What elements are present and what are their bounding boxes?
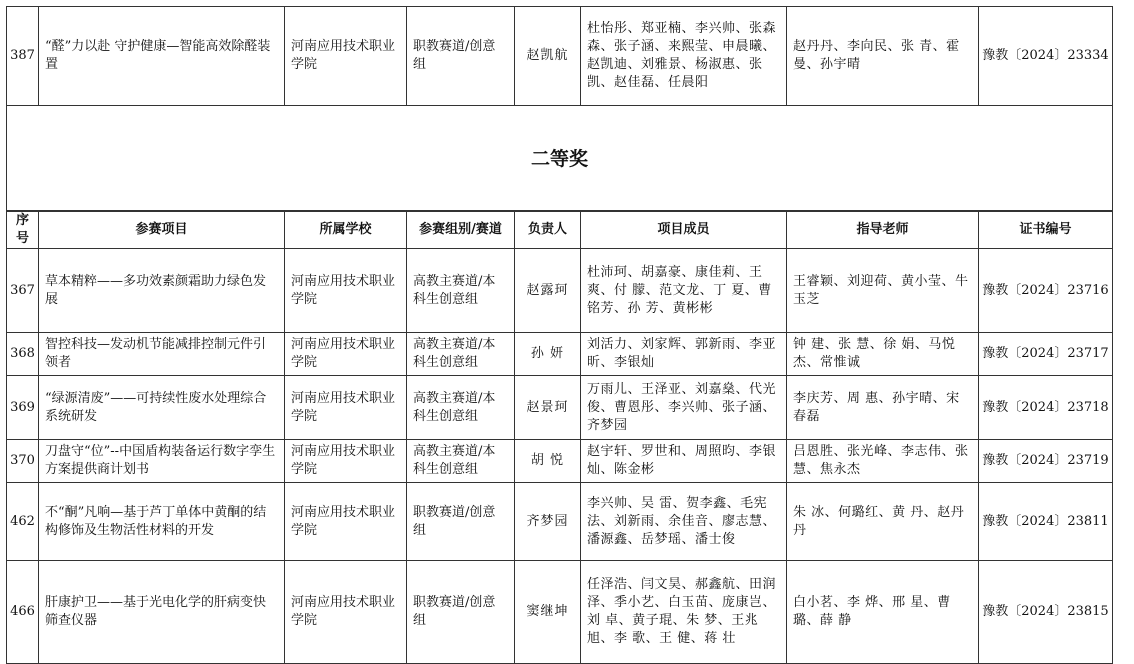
school-name: 河南应用技术职业学院 bbox=[285, 249, 407, 333]
header-advisors: 指导老师 bbox=[787, 212, 979, 249]
category: 高教主赛道/本科生创意组 bbox=[407, 333, 515, 376]
advisors: 白小茗、李 烨、邢 星、曹 璐、薛 静 bbox=[787, 561, 979, 664]
school-name: 河南应用技术职业学院 bbox=[285, 440, 407, 483]
members: 任泽浩、闫文昊、郝鑫航、田润泽、季小艺、白玉苗、庞康岂、刘 卓、黄子琨、朱 梦、王兆旭、李 歌、王 健、蒋 壮 bbox=[581, 561, 787, 664]
advisors: 钟 建、张 慧、徐 娟、马悦杰、常惟诚 bbox=[787, 333, 979, 376]
project-name: 不“酮”凡响—基于芦丁单体中黄酮的结构修饰及生物活性材料的开发 bbox=[39, 483, 285, 561]
header-no: 序号 bbox=[7, 212, 39, 249]
category: 高教主赛道/本科生创意组 bbox=[407, 440, 515, 483]
row-number: 368 bbox=[7, 333, 39, 376]
members: 刘活力、刘家辉、郭新雨、李亚昕、李银灿 bbox=[581, 333, 787, 376]
school-name: 河南应用技术职业学院 bbox=[285, 7, 407, 106]
row-number: 369 bbox=[7, 376, 39, 440]
table-row bbox=[7, 376, 1113, 440]
leader: 赵景珂 bbox=[515, 376, 581, 440]
certificate-number: 豫教〔2024〕23718 bbox=[979, 376, 1113, 440]
school-name: 河南应用技术职业学院 bbox=[285, 561, 407, 664]
school-name: 河南应用技术职业学院 bbox=[285, 333, 407, 376]
project-name: 刀盘守“位”--中国盾构装备运行数字孪生方案提供商计划书 bbox=[39, 440, 285, 483]
advisors: 吕恩胜、张光峰、李志伟、张 慧、焦永杰 bbox=[787, 440, 979, 483]
table-row bbox=[7, 333, 1113, 376]
table-row bbox=[7, 561, 1113, 664]
category: 职教赛道/创意组 bbox=[407, 561, 515, 664]
header-project: 参赛项目 bbox=[39, 212, 285, 249]
row-number: 462 bbox=[7, 483, 39, 561]
header-category: 参赛组别/赛道 bbox=[407, 212, 515, 249]
row-number: 370 bbox=[7, 440, 39, 483]
certificate-number: 豫教〔2024〕23811 bbox=[979, 483, 1113, 561]
project-name: 肝康护卫——基于光电化学的肝病变快筛查仪器 bbox=[39, 561, 285, 664]
table-row bbox=[7, 483, 1113, 561]
members: 杜怡彤、郑亚楠、李兴帅、张森森、张子涵、来熙莹、申晨曦、赵凯迪、刘雅景、杨淑惠、张 凯、赵佳磊、任晨阳 bbox=[581, 7, 787, 106]
awards-table bbox=[6, 6, 1113, 664]
section-divider-line bbox=[6, 210, 1112, 211]
row-number: 367 bbox=[7, 249, 39, 333]
members: 杜沛珂、胡嘉豪、康佳莉、王 爽、付 朦、范文龙、丁 夏、曹铭芳、孙 芳、黄彬彬 bbox=[581, 249, 787, 333]
table-header-row bbox=[7, 212, 1113, 249]
certificate-number: 豫教〔2024〕23717 bbox=[979, 333, 1113, 376]
certificate-number: 豫教〔2024〕23334 bbox=[979, 7, 1113, 106]
row-number: 387 bbox=[7, 7, 39, 106]
certificate-number: 豫教〔2024〕23716 bbox=[979, 249, 1113, 333]
project-name: 智控科技—发动机节能减排控制元件引领者 bbox=[39, 333, 285, 376]
advisors: 王睿颖、刘迎荷、黄小莹、牛玉芝 bbox=[787, 249, 979, 333]
school-name: 河南应用技术职业学院 bbox=[285, 376, 407, 440]
leader: 孙 妍 bbox=[515, 333, 581, 376]
row-number: 466 bbox=[7, 561, 39, 664]
table-row bbox=[7, 440, 1113, 483]
category: 高教主赛道/本科生创意组 bbox=[407, 376, 515, 440]
advisors: 赵丹丹、李向民、张 青、霍 曼、孙宇晴 bbox=[787, 7, 979, 106]
table-row bbox=[7, 249, 1113, 333]
header-school: 所属学校 bbox=[285, 212, 407, 249]
category: 职教赛道/创意组 bbox=[407, 7, 515, 106]
project-name: “醛”力以赴 守护健康—智能高效除醛装置 bbox=[39, 7, 285, 106]
advisors: 李庆芳、周 惠、孙宇晴、宋春磊 bbox=[787, 376, 979, 440]
project-name: “绿源清废”——可持续性废水处理综合系统研发 bbox=[39, 376, 285, 440]
section-title-row bbox=[7, 106, 1113, 212]
certificate-number: 豫教〔2024〕23815 bbox=[979, 561, 1113, 664]
members: 万雨儿、王泽亚、刘嘉燊、代光俊、曹恩彤、李兴帅、张子涵、齐梦园 bbox=[581, 376, 787, 440]
leader: 赵露珂 bbox=[515, 249, 581, 333]
header-leader: 负责人 bbox=[515, 212, 581, 249]
table-row-top bbox=[7, 7, 1113, 106]
leader: 胡 悦 bbox=[515, 440, 581, 483]
category: 高教主赛道/本科生创意组 bbox=[407, 249, 515, 333]
members: 赵宇轩、罗世和、周照昀、李银灿、陈金彬 bbox=[581, 440, 787, 483]
header-cert: 证书编号 bbox=[979, 212, 1113, 249]
category: 职教赛道/创意组 bbox=[407, 483, 515, 561]
leader: 齐梦园 bbox=[515, 483, 581, 561]
members: 李兴帅、吴 雷、贺李鑫、毛宪法、刘新雨、余佳音、廖志慧、潘源鑫、岳梦瑶、潘士俊 bbox=[581, 483, 787, 561]
header-members: 项目成员 bbox=[581, 212, 787, 249]
project-name: 草本精粹——多功效素颜霜助力绿色发展 bbox=[39, 249, 285, 333]
school-name: 河南应用技术职业学院 bbox=[285, 483, 407, 561]
section-title: 二等奖 bbox=[7, 106, 1113, 212]
leader: 窦继坤 bbox=[515, 561, 581, 664]
advisors: 朱 冰、何璐红、黄 丹、赵丹丹 bbox=[787, 483, 979, 561]
certificate-number: 豫教〔2024〕23719 bbox=[979, 440, 1113, 483]
leader: 赵凯航 bbox=[515, 7, 581, 106]
